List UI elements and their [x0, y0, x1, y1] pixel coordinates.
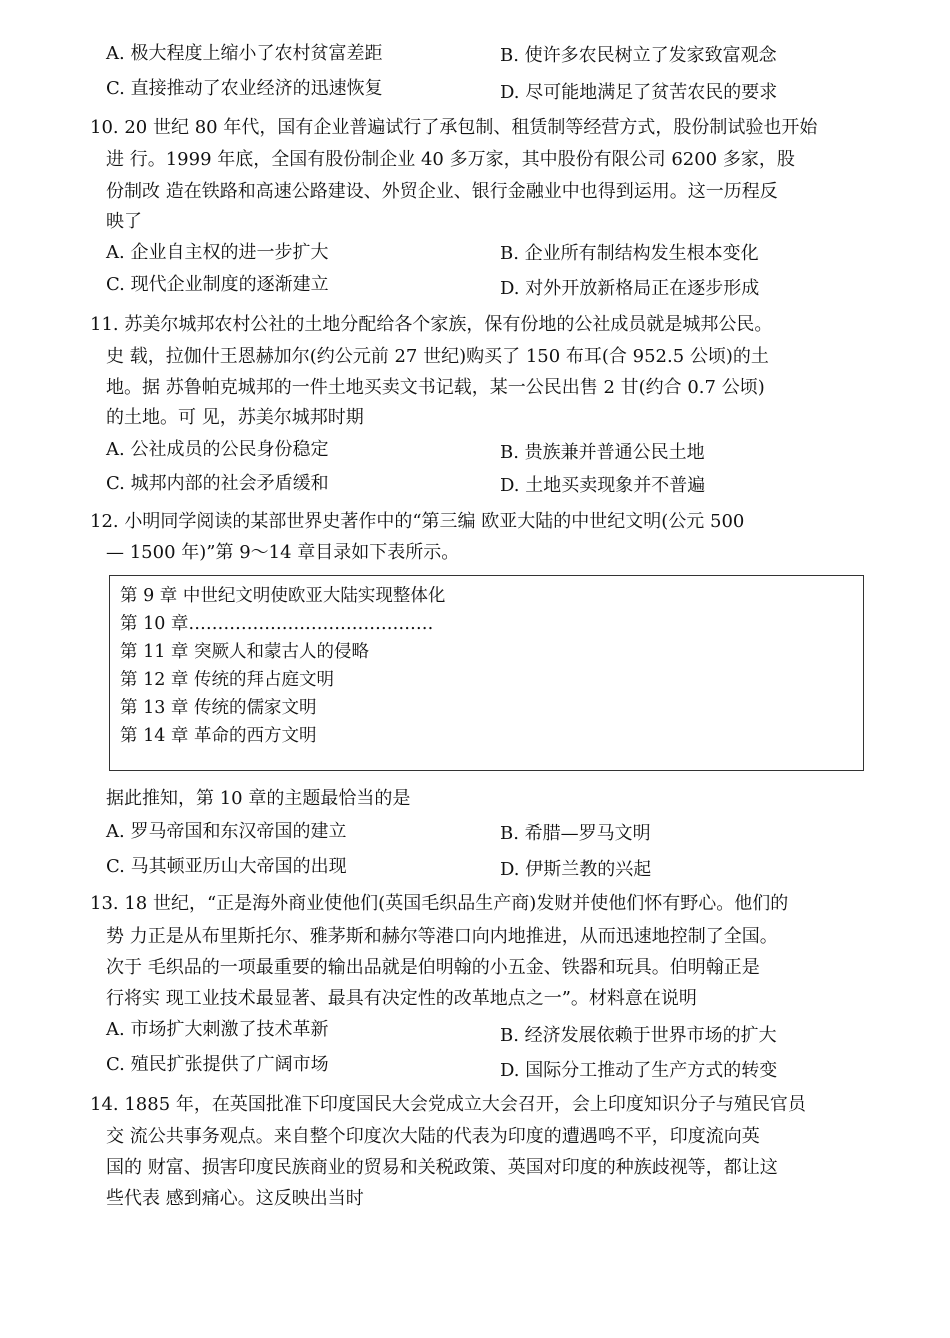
q13-option-a[interactable]: A. 市场扩大刺激了技术革新	[106, 1019, 329, 1040]
q13-option-c[interactable]: C. 殖民扩张提供了广阔市场	[106, 1054, 329, 1075]
q11-option-b[interactable]: B. 贵族兼并普通公民土地	[500, 442, 705, 463]
q9-option-b[interactable]: B. 使许多农民树立了发家致富观念	[500, 45, 777, 66]
q9-option-c[interactable]: C. 直接推动了农业经济的迅速恢复	[106, 78, 383, 99]
q13-stem-line-3: 次于 毛织品的一项最重要的输出品就是伯明翰的小五金、铁器和玩具。伯明翰正是	[106, 957, 760, 978]
q10-stem-line-4: 映了	[106, 211, 142, 232]
q12-stem-line-2: — 1500 年)”第 9～14 章目录如下表所示。	[106, 542, 460, 563]
q10-stem-line-1: 10. 20 世纪 80 年代，国有企业普遍试行了承包制、租赁制等经营方式，股份制试验也开始	[90, 117, 818, 138]
q10-option-c[interactable]: C. 现代企业制度的逐渐建立	[106, 274, 329, 295]
q10-option-b[interactable]: B. 企业所有制结构发生根本变化	[500, 243, 759, 264]
q12-option-b[interactable]: B. 希腊—罗马文明	[500, 823, 651, 844]
q14-stem-line-2: 交 流公共事务观点。来自整个印度次大陆的代表为印度的遭遇鸣不平，印度流向英	[106, 1126, 760, 1147]
chapter-table	[109, 575, 864, 771]
q13-stem-line-4: 行将实 现工业技术最显著、最具有决定性的改革地点之一”。材料意在说明	[106, 988, 697, 1009]
q10-option-d[interactable]: D. 对外开放新格局正在逐步形成	[500, 278, 760, 299]
q12-option-d[interactable]: D. 伊斯兰教的兴起	[500, 859, 652, 880]
q13-stem-line-2: 势 力正是从布里斯托尔、雅茅斯和赫尔等港口向内地推进，从而迅速地控制了全国。	[106, 926, 778, 947]
q11-stem-line-4: 的土地。可 见，苏美尔城邦时期	[106, 407, 364, 428]
q12-stem-line-1: 12. 小明同学阅读的某部世界史著作中的“第三编 欧亚大陆的中世纪文明(公元 500	[90, 511, 745, 532]
q12-option-a[interactable]: A. 罗马帝国和东汉帝国的建立	[106, 821, 347, 842]
q12-followup: 据此推知，第 10 章的主题最恰当的是	[106, 788, 411, 809]
chapter-10: 第 10 章……………………………………	[120, 614, 434, 634]
q9-option-d[interactable]: D. 尽可能地满足了贫苦农民的要求	[500, 82, 778, 103]
q13-option-d[interactable]: D. 国际分工推动了生产方式的转变	[500, 1060, 778, 1081]
q11-option-d[interactable]: D. 土地买卖现象并不普遍	[500, 475, 706, 496]
chapter-12: 第 12 章 传统的拜占庭文明	[120, 670, 334, 690]
q11-stem-line-3: 地。据 苏鲁帕克城邦的一件土地买卖文书记载，某一公民出售 2 甘(约合 0.7 公顷)	[106, 377, 765, 398]
chapter-14: 第 14 章 革命的西方文明	[120, 726, 317, 746]
q14-stem-line-1: 14. 1885 年，在英国批准下印度国民大会党成立大会召开，会上印度知识分子与殖民官员	[90, 1094, 806, 1115]
q11-option-c[interactable]: C. 城邦内部的社会矛盾缓和	[106, 473, 329, 494]
chapter-13: 第 13 章 传统的儒家文明	[120, 698, 317, 718]
chapter-9: 第 9 章 中世纪文明使欧亚大陆实现整体化	[120, 586, 446, 606]
q14-stem-line-3: 国的 财富、损害印度民族商业的贸易和关税政策、英国对印度的种族歧视等，都让这	[106, 1157, 778, 1178]
q11-stem-line-1: 11. 苏美尔城邦农村公社的土地分配给各个家族，保有份地的公社成员就是城邦公民。	[90, 314, 773, 335]
q13-stem-line-1: 13. 18 世纪，“正是海外商业使他们(英国毛织品生产商)发财并使他们怀有野心。他们的	[90, 893, 789, 914]
q10-stem-line-2: 进 行。1999 年底，全国有股份制企业 40 多万家，其中股份有限公司 6200 多家，股	[106, 149, 795, 170]
q14-stem-line-4: 些代表 感到痛心。这反映出当时	[106, 1188, 364, 1209]
q11-stem-line-2: 史 载，拉伽什王恩赫加尔(约公元前 27 世纪)购买了 150 布耳(合 952.5 公顷)的土	[106, 346, 769, 367]
q11-option-a[interactable]: A. 公社成员的公民身份稳定	[106, 439, 329, 460]
q10-stem-line-3: 份制改 造在铁路和高速公路建设、外贸企业、银行金融业中也得到运用。这一历程反	[106, 181, 778, 202]
q12-option-c[interactable]: C. 马其顿亚历山大帝国的出现	[106, 856, 347, 877]
chapter-11: 第 11 章 突厥人和蒙古人的侵略	[120, 642, 369, 662]
q9-option-a[interactable]: A. 极大程度上缩小了农村贫富差距	[106, 43, 383, 64]
q10-option-a[interactable]: A. 企业自主权的进一步扩大	[106, 242, 329, 263]
q13-option-b[interactable]: B. 经济发展依赖于世界市场的扩大	[500, 1025, 777, 1046]
